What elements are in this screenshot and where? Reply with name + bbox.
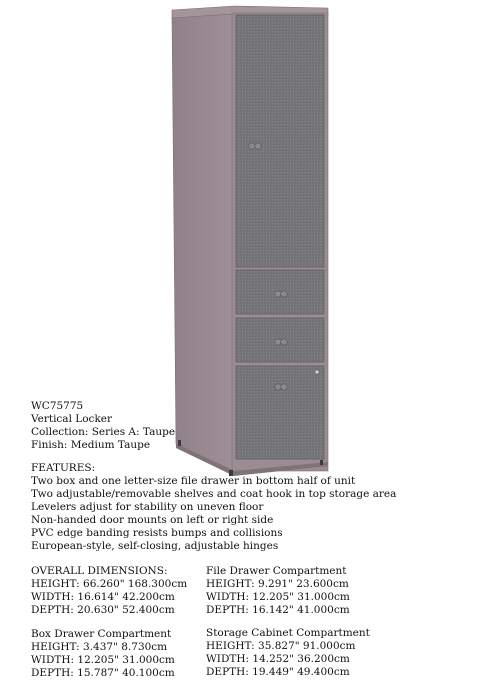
feature-item: Non-handed door mounts on left or right side	[31, 514, 274, 526]
box-drawer-height: HEIGHT: 3.437" 8.730cm	[31, 641, 168, 653]
product-collection: Collection: Series A: Taupe	[31, 426, 176, 438]
overall-depth: DEPTH: 20.630" 52.400cm	[31, 604, 175, 616]
storage-cabinet-width: WIDTH: 14.252" 36.200cm	[206, 653, 350, 665]
file-drawer-depth: DEPTH: 16.142" 41.000cm	[206, 604, 350, 616]
box-drawer-depth: DEPTH: 15.787" 40.100cm	[31, 667, 175, 679]
box-drawer-width: WIDTH: 12.205" 31.000cm	[31, 654, 175, 666]
storage-cabinet-dimensions	[206, 627, 370, 679]
overall-width: WIDTH: 16.614" 42.200cm	[31, 591, 175, 603]
file-drawer-dimensions	[206, 565, 350, 617]
feature-item: Two box and one letter-size file drawer in bottom half of unit	[31, 475, 356, 487]
product-info	[31, 400, 175, 452]
product-sku: WC75775	[31, 400, 84, 412]
feature-item: Levelers adjust for stability on uneven floor	[31, 501, 264, 513]
overall-dimensions-heading: OVERALL DIMENSIONS:	[31, 565, 168, 577]
box-drawer-heading: Box Drawer Compartment	[31, 628, 172, 640]
feature-item: Two adjustable/removable shelves and coat hook in top storage area	[31, 488, 397, 500]
lock-icon	[315, 370, 319, 374]
feature-item: PVC edge banding resists bumps and collisions	[31, 527, 283, 539]
file-drawer-height: HEIGHT: 9.291" 23.600cm	[206, 578, 349, 590]
feature-item: European-style, self-closing, adjustable hinges	[31, 540, 279, 552]
storage-cabinet-depth: DEPTH: 19.449" 49.400cm	[206, 666, 350, 678]
product-finish: Finish: Medium Taupe	[31, 439, 151, 451]
storage-cabinet-height: HEIGHT: 35.827" 91.000cm	[206, 640, 356, 652]
features-heading: FEATURES:	[31, 462, 96, 474]
product-name: Vertical Locker	[31, 413, 113, 425]
storage-cabinet-heading: Storage Cabinet Compartment	[206, 627, 370, 639]
box-drawer-dimensions	[31, 628, 175, 680]
features-section	[31, 462, 396, 553]
file-drawer-width: WIDTH: 12.205" 31.000cm	[206, 591, 350, 603]
file-drawer-heading: File Drawer Compartment	[206, 565, 347, 577]
overall-height: HEIGHT: 66.260" 168.300cm	[31, 578, 188, 590]
overall-dimensions	[31, 565, 187, 617]
